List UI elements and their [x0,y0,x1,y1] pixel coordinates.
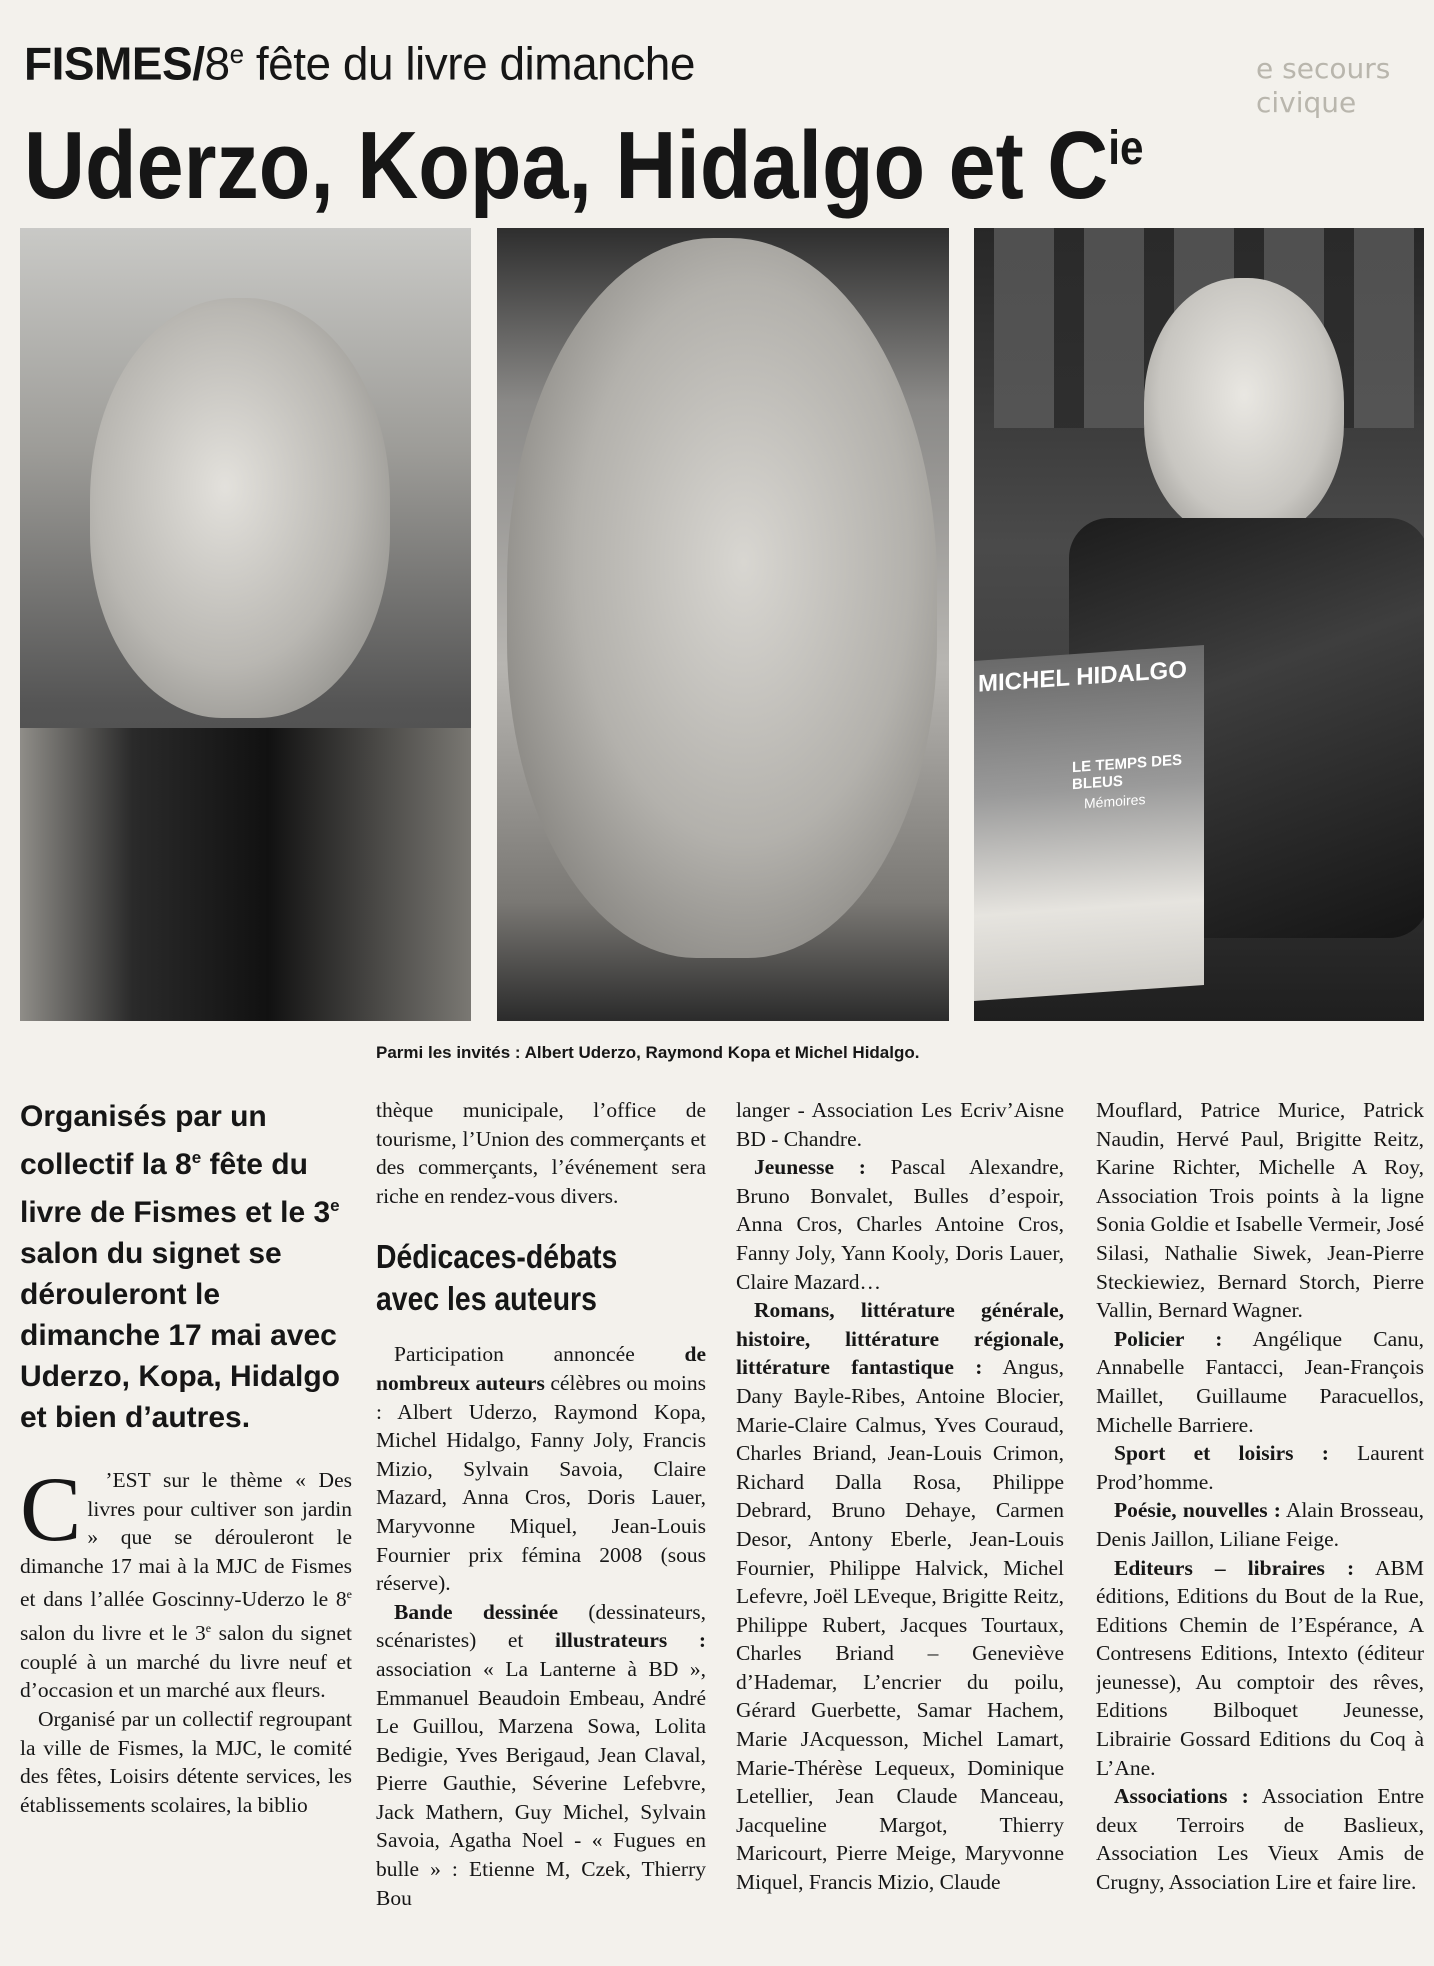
p1-text-c: salon du signet couplé à un marché du livre neuf et d’occasion et un marché aux fleurs. [20,1621,352,1703]
lead-paragraph [20,1096,352,1438]
drop-cap: C [20,1458,82,1560]
p1-sup-1: e [346,1587,352,1602]
headline [24,94,1143,221]
headline-text: Uderzo, Kopa, Hidalgo et C [24,112,1109,219]
p1-sup-2: e [205,1621,212,1636]
article-paragraph-3 [376,1340,706,1597]
photo-uderzo [20,228,471,1021]
lead-sup-2: e [330,1196,340,1215]
romans-text: Angus, Dany Bayle-Ribes, Antoine Blocier, Marie-Claire Calmus, Yves Couraud, Charles Briand, Jean-Louis Crimon, Richard Dalla Rosa, Philippe Debrard, Bruno Dehaye, Carmen Desor, Antony Eberle, Jean-Louis Fournier, Philippe Halvick, Michel Lefevre, Joël LEveque, Brigitte Reitz, Philippe Rubert, Jacques Tourtaux, Charles Briand – Geneviève d’Hademar, L’encrier du poilu, Gérard Guerbette, Samar Hachem, Marie JAcquesson, Michel Lamart, Marie-Thérèse Lequeux, Dominique Letellier, Jean Claude Manceau, Jacqueline Margot, Thierry Maricourt, Pierre Meige, Maryvonne Miquel, Francis Mizio, Claude [736,1355,1064,1895]
article-paragraph-2: Organisé par un collectif regroupant la ville de Fismes, la MJC, le comité des fêtes, Loisirs détente services, les établissements scolaires, la biblio [20,1707,352,1817]
book-subtitle: LE TEMPS DES BLEUS [1072,751,1183,794]
kicker-text: fête du livre dimanche [243,37,695,90]
sport-label: Sport et loisirs : [1114,1441,1329,1466]
column-3 [736,1096,1064,1897]
photo-kopa [497,228,949,1021]
bd-text-a: (dessinateurs, scénaristes) et [376,1599,706,1653]
portrait-head-shape [507,238,937,958]
p3-bold: de nombreux auteurs [376,1342,706,1395]
section-poesie [1096,1496,1424,1553]
editeurs-label: Editeurs – libraires : [1114,1555,1355,1580]
p1-text-b: salon du livre et le 3 [20,1621,206,1646]
kicker [24,28,695,89]
photo-hidalgo [974,228,1424,1021]
associations-label: Associations : [1114,1784,1249,1809]
section-romans [736,1296,1064,1896]
lead-text-1: Organisés par un collectif la 8 [20,1100,267,1181]
photo-caption: Parmi les invités : Albert Uderzo, Raymond Kopa et Michel Hidalgo. [376,1043,920,1062]
portrait-torso-shape [20,728,471,1021]
section-policier [1096,1325,1424,1439]
section-romans-cont: Mouflard, Patrice Murice, Patrick Naudin, Hervé Paul, Brigitte Reitz, Karine Richter, Michelle A Roy, Association Trois points à la ligne Sonia Goldie et Isabelle Vermeir, José Silasi, Nathalie Siwek, Jean-Pierre Steckiewiez, Bernard Storch, Pierre Vallin, Bernard Wagner. [1096,1098,1424,1323]
romans-label: Romans, littérature générale, histoire, littérature régionale, littérature fantastique : [736,1298,1064,1380]
section-bande-dessinee-cont: langer - Association Les Ecriv’Aisne BD - Chandre. [736,1098,1064,1151]
p1-text-a: ’EST sur le thème « Des livres pour cultiver son jardin » que se dérouleront le dimanche 17 mai à la MJC de Fismes et dans l’allée Goscinny-Uderzo le 8 [20,1468,352,1612]
subheading: Dédicaces-débats avec les auteurs [376,1238,618,1318]
editeurs-text: ABM éditions, Editions du Bout de la Rue, Editions Chemin de l’Espérance, A Contresens Editions, Intexto (éditeur jeunesse), Au comptoir des rêves, Editions Bilboquet Jeunesse, Librairie Gossard Editions du Coq à L’Ane. [1096,1555,1424,1780]
section-sport [1096,1439,1424,1496]
section-bande-dessinee [376,1598,706,1913]
book-title: MICHEL HIDALGO [978,656,1187,698]
sport-text: Laurent Prod’homme. [1096,1441,1424,1494]
jeunesse-text: Pascal Alexandre, Bruno Bonvalet, Bulles d’espoir, Anna Cros, Charles Antoine Cros, Fanny Joly, Yann Kooly, Doris Lauer, Claire Mazard… [736,1155,1064,1294]
associations-text: Association Entre deux Terroirs de Baslieux, Association Les Vieux Amis de Crugny, Association Lire et faire lire. [1096,1784,1424,1895]
jeunesse-label: Jeunesse : [754,1155,866,1180]
article-paragraph-2-cont: thèque municipale, l’office de tourisme, l’Union des commerçants et des commerçants, l’événement sera riche en rendez-vous divers. [376,1098,706,1208]
headline-superscript: ie [1108,122,1144,175]
column-4 [1096,1096,1424,1897]
lead-text-2: fête du livre de Fismes et le 3 [20,1148,331,1229]
bd-label-2: illustrateurs : [554,1628,706,1653]
section-editeurs [1096,1554,1424,1783]
book-memoires: Mémoires [1084,791,1146,812]
policier-text: Angélique Canu, Annabelle Fantacci, Jean-François Maillet, Guillaume Paracuellos, Michelle Barriere. [1096,1326,1424,1437]
policier-label: Policier : [1114,1326,1223,1351]
portrait-head-shape [90,298,390,718]
portrait-head-shape [1144,278,1344,538]
column-1 [20,1096,352,1819]
bd-label: Bande dessinée [394,1599,559,1624]
lead-text-3: salon du signet se dérouleront le dimanche 17 mai avec Uderzo, Kopa, Hidalgo et bien d’autres. [20,1237,341,1434]
section-associations [1096,1782,1424,1896]
section-jeunesse [736,1153,1064,1296]
column-2 [376,1096,706,1912]
lead-sup-1: e [191,1148,202,1167]
book-cover [974,645,1204,1001]
kicker-location: FISMES/ [24,37,205,90]
poesie-label: Poésie, nouvelles : [1114,1498,1281,1523]
article-paragraph-1 [20,1458,352,1705]
kicker-number: 8 [204,37,230,90]
kicker-ordinal: e [229,39,244,69]
bd-text-b: association « La Lanterne à BD », Emmanuel Beaudoin Embeau, André Le Guillou, Marzena Sowa, Lolita Bedigie, Yves Berigaud, Jean Claval, Pierre Gauthie, Séverine Lefebvre, Jack Mathern, Guy Michel, Sylvain Savoia, Agatha Noel - « Fugues en bulle » : Etienne M, Czek, Thierry Bou [376,1656,706,1910]
poesie-text: Alain Brosseau, Denis Jaillon, Liliane Feige. [1096,1498,1424,1551]
neighbor-article-bleed: e secours civique [1256,52,1391,119]
p3-text-a: Participation annoncée [394,1342,685,1367]
p3-text-c: célèbres ou moins : Albert Uderzo, Raymond Kopa, Michel Hidalgo, Fanny Joly, Francis Mizio, Sylvain Savoia, Claire Mazard, Anna Cros, Doris Lauer, Maryvonne Miquel, Jean-Louis Fournier prix fémina 2008 (sous réserve). [376,1370,706,1596]
